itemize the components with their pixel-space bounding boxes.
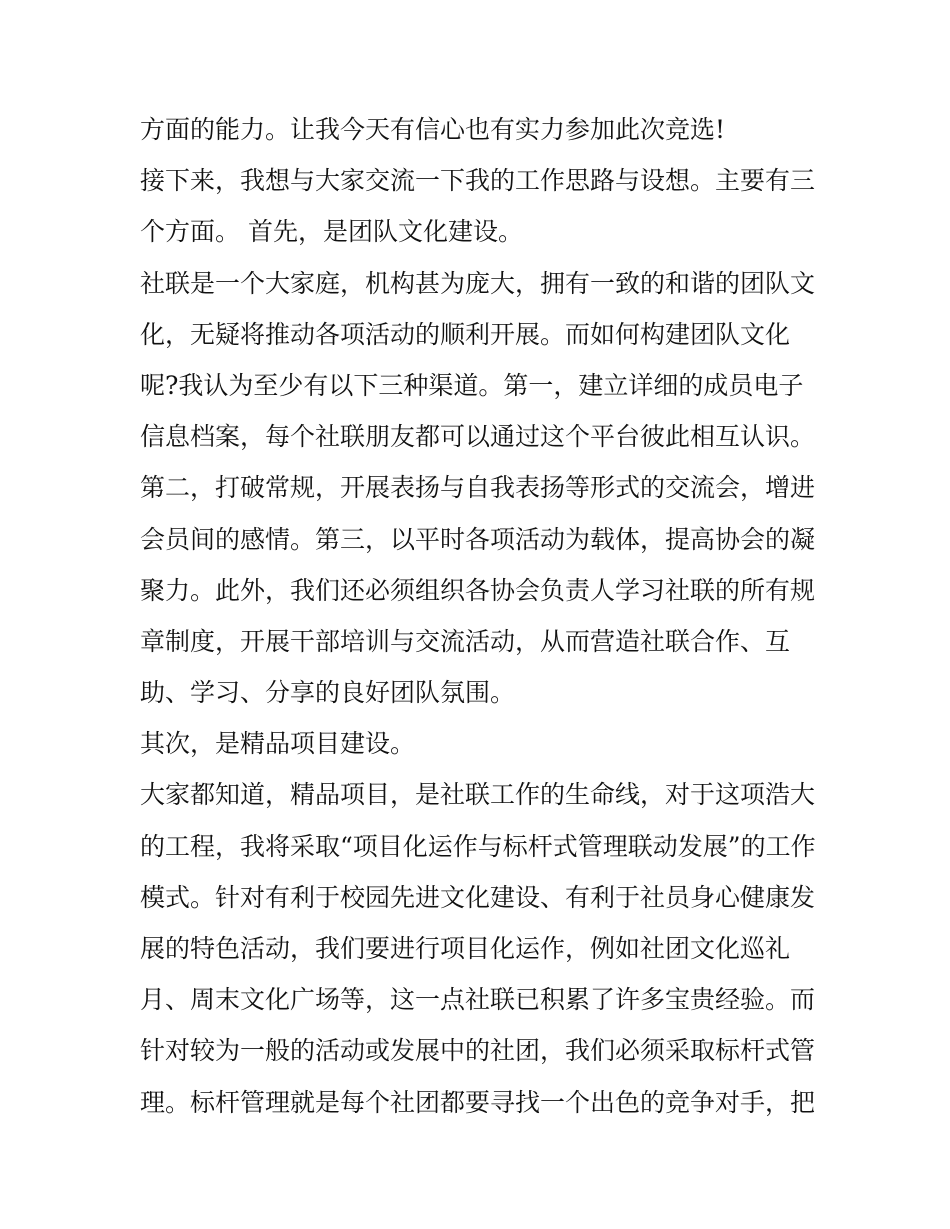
text-line: 信息档案，每个社联朋友都可以通过这个平台彼此相互认识。 — [140, 422, 816, 452]
body-text — [140, 104, 820, 1128]
text-line: 助、学习、分享的良好团队氛围。 — [140, 678, 516, 708]
text-line: 月、周末文化广场等，这一点社联已积累了许多宝贵经验。而 — [140, 985, 816, 1015]
text-line: 展的特色活动，我们要进行项目化运作，例如社团文化巡礼 — [140, 934, 791, 963]
text-line: 第二，打破常规，开展表扬与自我表扬等形式的交流会，增进 — [140, 473, 816, 503]
text-line: 社联是一个大家庭，机构甚为庞大，拥有一致的和谐的团队文 — [140, 268, 816, 298]
text-line: 方面的能力。让我今天有信心也有实力参加此次竞选! — [140, 115, 726, 144]
text-line: 针对较为一般的活动或发展中的社团，我们必须采取标杆式管 — [140, 1036, 816, 1066]
text-line: 会员间的感情。第三，以平时各项活动为载体，提高协会的凝 — [140, 524, 816, 554]
text-line: 模式。针对有利于校园先进文化建设、有利于社员身心健康发 — [140, 882, 816, 912]
text-line: 其次，是精品项目建设。 — [140, 729, 416, 759]
text-line: 的工程，我将采取“项目化运作与标杆式管理联动发展”的工作 — [140, 831, 816, 861]
text-line: 大家都知道，精品项目，是社联工作的生命线，对于这项浩大 — [140, 780, 816, 810]
text-line: 个方面。 首先，是团队文化建设。 — [140, 217, 523, 247]
text-line: 化，无疑将推动各项活动的顺利开展。而如何构建团队文化 — [140, 319, 791, 349]
text-line: 理。标杆管理就是每个社团都要寻找一个出色的竞争对手，把 — [140, 1087, 816, 1117]
text-line: 章制度，开展干部培训与交流活动，从而营造社联合作、互 — [140, 626, 791, 656]
text-line: 接下来，我想与大家交流一下我的工作思路与设想。主要有三 — [140, 166, 816, 196]
text-line: 呢?我认为至少有以下三种渠道。第一，建立详细的成员电子 — [140, 370, 804, 400]
text-line: 聚力。此外，我们还必须组织各协会负责人学习社联的所有规 — [140, 575, 816, 605]
